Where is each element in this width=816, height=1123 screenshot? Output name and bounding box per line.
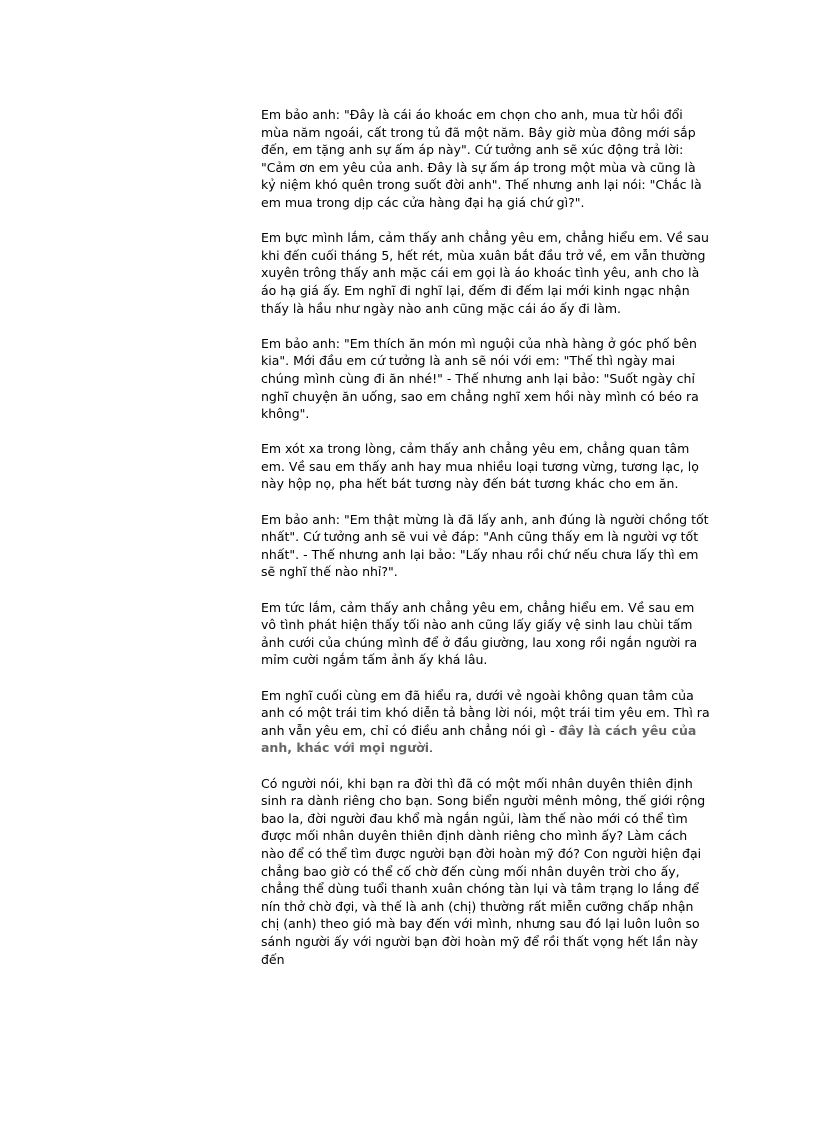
paragraph-4: Em xót xa trong lòng, cảm thấy anh chẳng yêu em, chẳng quan tâm em. Về sau em thấy anh hay mua nhiều loại tương vừng, tương lạc, lọ này hộp nọ, pha hết bát tương này đến bát tương khác cho em ăn.: [261, 441, 699, 492]
paragraph-3: Em bảo anh: "Em thích ăn món mì nguội của nhà hàng ở góc phố bên kia". Mới đầu em cứ tưởng là anh sẽ nói với em: "Thế thì ngày mai chúng mình cùng đi ăn nhé!" - Thế nhưng anh lại bảo: "Suốt ngày chỉ nghĩ chuyện ăn uống, sao em chẳng nghĩ xem hồi này mình có béo ra không".: [261, 335, 699, 422]
document-body: [261, 106, 711, 986]
paragraph-7: [261, 687, 711, 757]
paragraph-6: Em tức lắm, cảm thấy anh chẳng yêu em, chẳng hiểu em. Về sau em vô tình phát hiện thấy tối nào anh cũng lấy giấy vệ sinh lau chùi tấm ảnh cưới của chúng mình để ở đầu giường, lau xong rồi ngắn người ra mỉm cười ngắm tấm ảnh ấy khá lâu.: [261, 599, 698, 668]
paragraph-7-emphasis: đây là cách yêu của anh, khác với mọi người: [261, 722, 697, 756]
paragraph-8: Có người nói, khi bạn ra đời thì đã có một mối nhân duyên thiên định sinh ra dành riêng cho bạn. Song biển người mênh mông, thế giới rộng bao la, đời người đau khổ mà ngắn ngủi, làm thế nào mới có thể tìm được mối nhân duyên thiên định dành riêng cho mình ấy? Làm cách nào để có thể tìm được người bạn đời hoàn mỹ đó? Con người hiện đại chẳng bao giờ có thể cố chờ đến cùng mối nhân duyên trời cho ấy, chẳng thể dùng tuổi thanh xuân chóng tàn lụi và tâm trạng lo lắng để nín thở chờ đợi, và thế là anh (chị) thường rất miễn cưỡng chấp nhận chị (anh) theo gió mà bay đến với mình, nhưng sau đó lại luôn luôn so sánh người ấy với người bạn đời hoàn mỹ để rồi thất vọng hết lần này đến: [261, 775, 706, 967]
paragraph-7-text: Em nghĩ cuối cùng em đã hiểu ra, dưới vẻ ngoài không quan tâm của anh có một trái tim khó diễn tả bằng lời nói, một trái tim yêu em. Thì ra anh vẫn yêu em, chỉ có điều anh chẳng nói gì -: [261, 687, 710, 738]
paragraph-5: Em bảo anh: "Em thật mừng là đã lấy anh, anh đúng là người chồng tốt nhất". Cứ tưởng anh sẽ vui vẻ đáp: "Anh cũng thấy em là người vợ tốt nhất". - Thế nhưng anh lại bảo: "Lấy nhau rồi chứ nếu chưa lấy thì em sẽ nghĩ thế nào nhỉ?".: [261, 511, 709, 580]
paragraph-1: Em bảo anh: "Đây là cái áo khoác em chọn cho anh, mua từ hồi đổi mùa năm ngoái, cất trong tủ đã một năm. Bây giờ mùa đông mới sắp đến, em tặng anh sự ấm áp này". Cứ tưởng anh sẽ xúc động trả lời: "Cảm ơn em yêu của anh. Đây là sự ấm áp trong một mùa và cũng là kỷ niệm khó quên trong suốt đời anh". Thế nhưng anh lại nói: "Chắc là em mua trong dịp các cửa hàng đại hạ giá chứ gì?".: [261, 107, 702, 210]
paragraph-2: Em bực mình lắm, cảm thấy anh chẳng yêu em, chẳng hiểu em. Về sau khi đến cuối tháng 5, hết rét, mùa xuân bắt đầu trở về, em vẫn thường xuyên trông thấy anh mặc cái em gọi là áo khoác tình yêu, anh cho là áo hạ giá ấy. Em nghĩ đi nghĩ lại, đếm đi đếm lại mới kinh ngạc nhận thấy là hầu như ngày nào anh cũng mặc cái áo ấy đi làm.: [261, 230, 709, 316]
paragraph-7-tail: .: [428, 740, 433, 756]
